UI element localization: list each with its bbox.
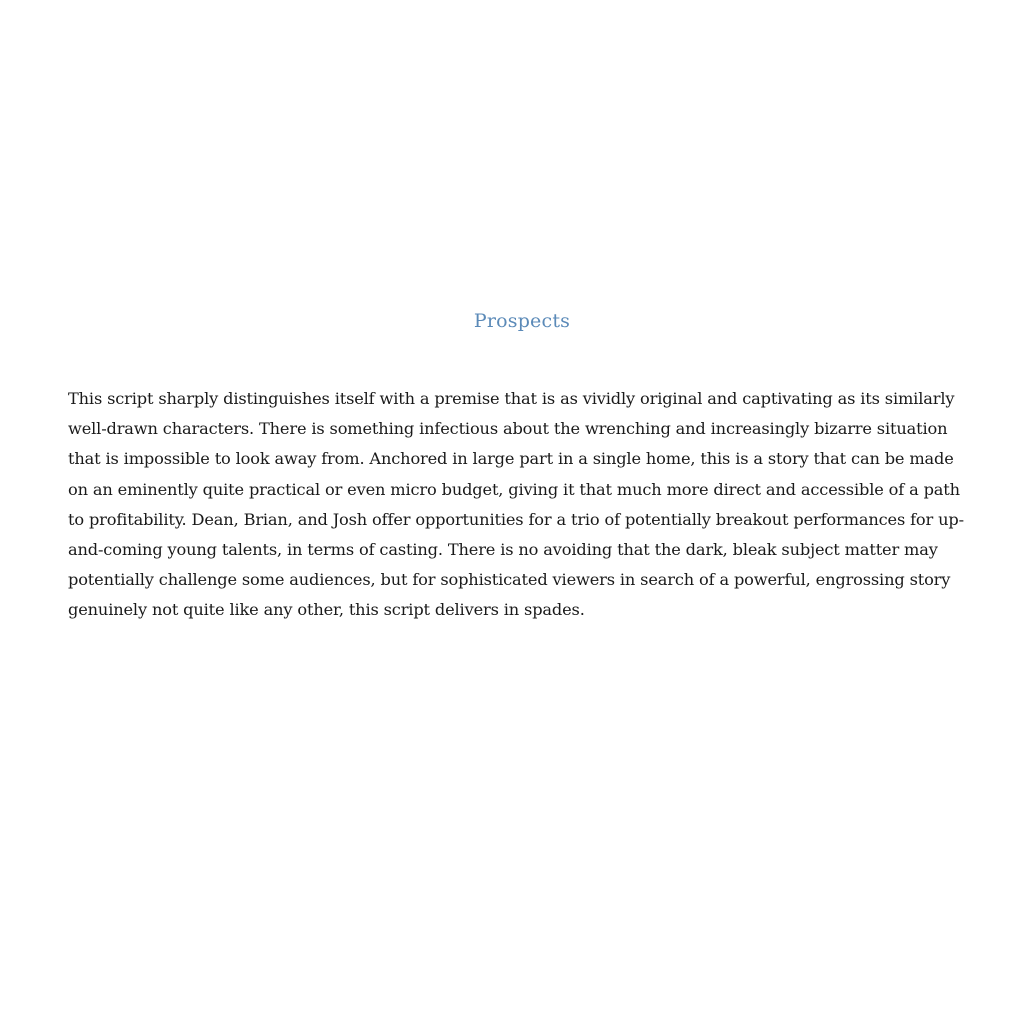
section-heading: Prospects (473, 310, 571, 332)
body-paragraph: This script sharply distinguishes itself with a premise that is as vividly original and captivating as its similarly well-drawn characters. There is something infectious about the wrenching and increasingly bizarre situation that is impossible to look away from. Anchored in large part in a single home, this is a story that can be made on an eminently quite practical or even micro budget, giving it that much more direct and accessible of a path to profitability. Dean, Brian, and Josh offer opportunities for a trio of potentially breakout performances for up-and-coming young talents, in terms of casting. There is no avoiding that the dark, bleak subject matter may potentially challenge some audiences, but for sophisticated viewers in search of a powerful, engrossing story genuinely not quite like any other, this script delivers in spades. (68, 389, 964, 620)
